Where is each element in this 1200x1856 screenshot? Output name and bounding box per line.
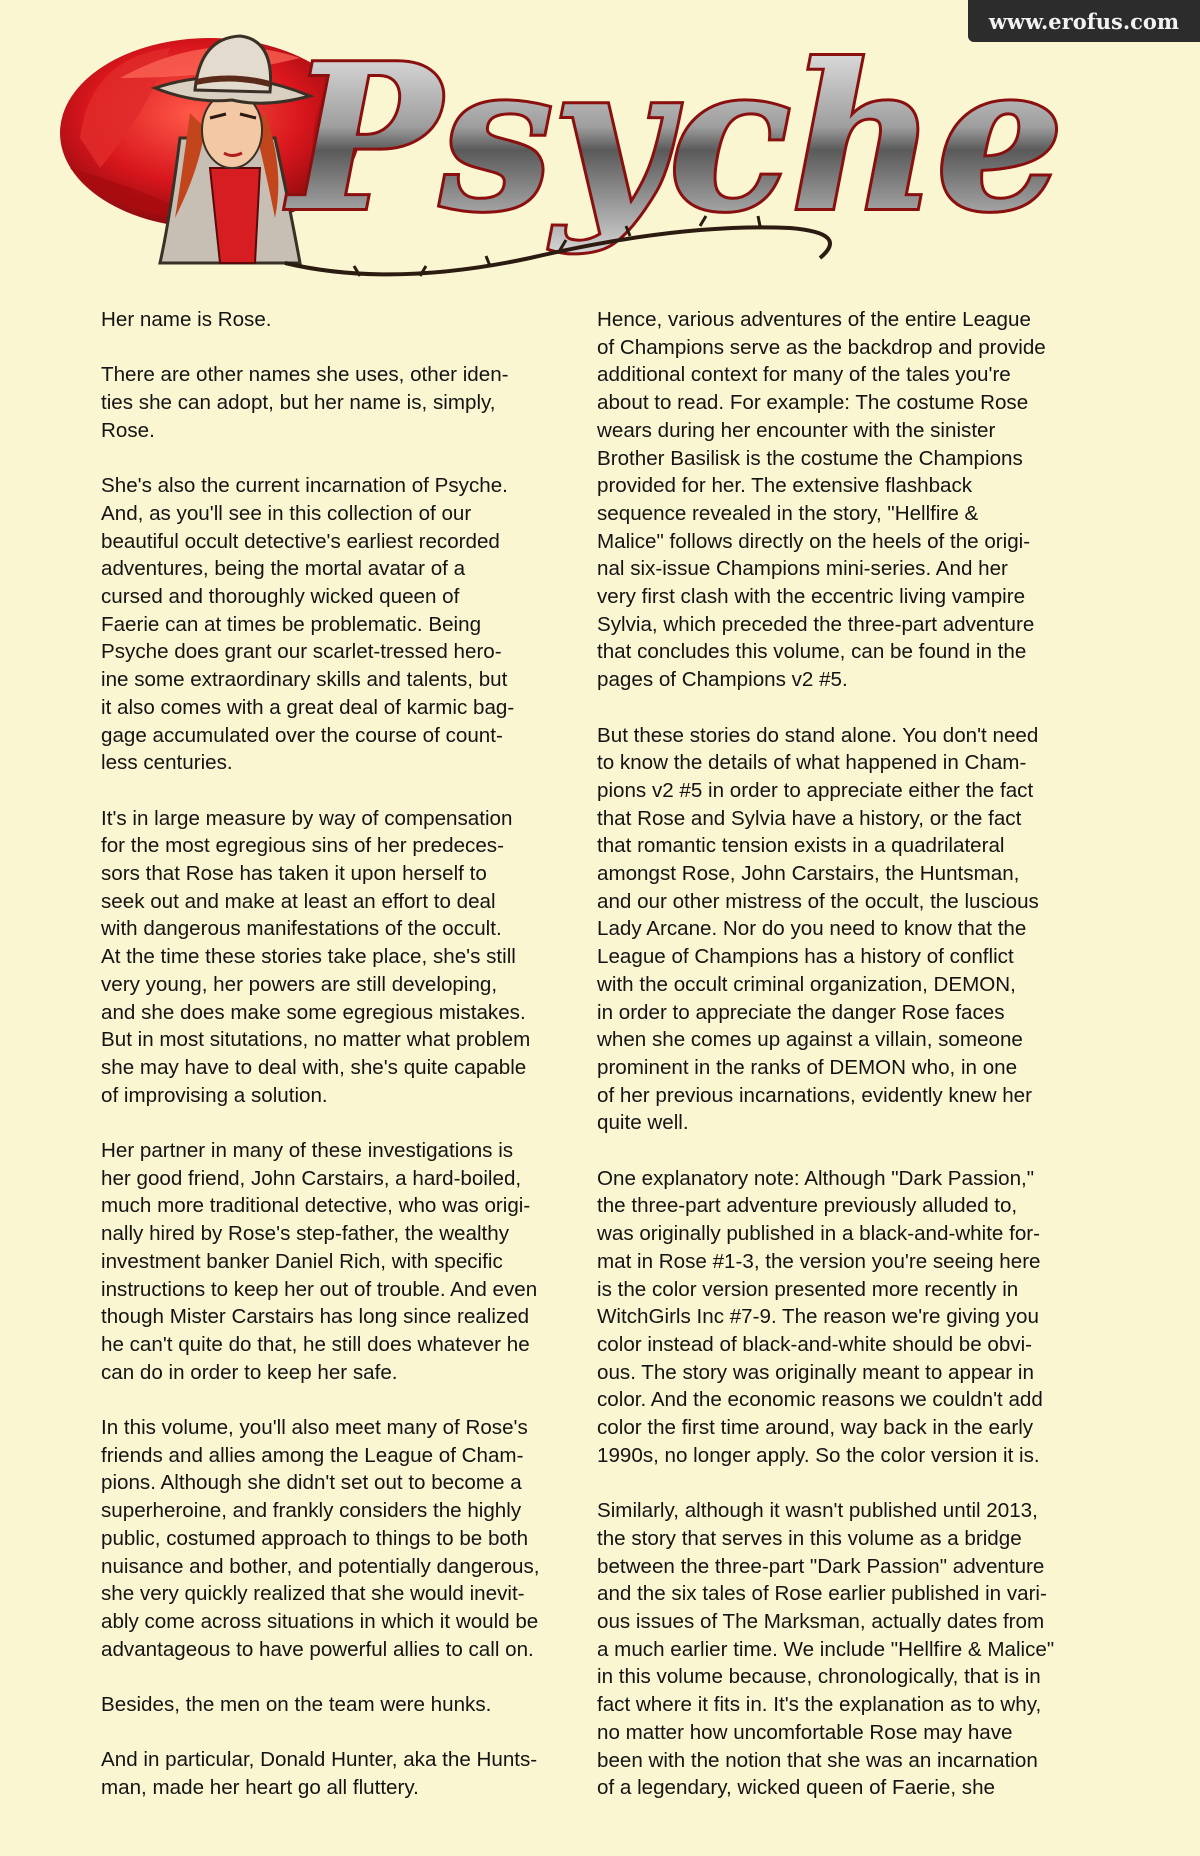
- paragraph: But these stories do stand alone. You don't need to know the details of what happened in Cham- pions v2 #5 in order to appreciate either the fact that Rose and Sylvia have a history, or the fact that romantic tension exists in a quadrilateral amongst Rose, John Carstairs, the Huntsman, and our other mistress of the occult, the luscious Lady Arcane. Nor do you need to know that the League of Champions has a history of conflict with the occult criminal organization, DEMON, in order to appreciate the danger Rose faces when she comes up against a villain, someone prominent in the ranks of DEMON who, in one of her previous incarnations, evidently knew her quite well.: [597, 723, 1039, 1135]
- paragraph: And in particular, Donald Hunter, aka the Hunts- man, made her heart go all fluttery.: [101, 1748, 538, 1800]
- article-column-right: [597, 306, 1095, 1802]
- watermark: www.erofus.com: [968, 0, 1200, 42]
- psyche-title-lettering: [285, 21, 1064, 256]
- paragraph: It's in large measure by way of compensation for the most egregious sins of her predeces- sors that Rose has taken it upon herself to seek out and make at least an effort to deal with dangerous manifestations of the occult. At the time these stories take place, she's still very young, her powers are still developing, and she does make some egregious mistakes. But in most situtations, no matter what problem she may have to deal with, she's quite capable of improvising a solution.: [101, 806, 531, 1107]
- article-column-left: [101, 306, 587, 1802]
- paragraph: Similarly, although it wasn't published until 2013, the story that serves in this volume as a bridge between the three-part "Dark Passion" adventure and the six tales of Rose earlier published in vari- ous issues of The Marksman, actually dates from a much earlier time. We include "Hellfire & Malice" in this volume because, chronologically, that is in fact where it fits in. It's the explanation as to why, no matter how uncomfortable Rose may have been with the notion that she was an incarnation of a legendary, wicked queen of Faerie, she: [597, 1499, 1055, 1800]
- paragraph: In this volume, you'll also meet many of Rose's friends and allies among the League of Cham- pions. Although she didn't set out to become a superheroine, and frankly considers the highly public, costumed approach to things to be both nuisance and bother, and potentially dangerous, she very quickly realized that she would inevit- ably come across situations in which it would be advantageous to have powerful allies to call on.: [101, 1416, 540, 1661]
- logo-illustration: [60, 18, 1064, 318]
- paragraph: One explanatory note: Although "Dark Passion," the three-part adventure previously alluded to, was originally published in a black-and-white for- mat in Rose #1-3, the version you're seeing here is the color version presented more recently in WitchGirls Inc #7-9. The reason we're giving you color instead of black-and-white should be obvi- ous. The story was originally meant to appear in color. And the economic reasons we couldn't add color the first time around, way back in the early 1990s, no longer apply. So the color version it is.: [597, 1166, 1043, 1467]
- paragraph: Hence, various adventures of the entire League of Champions serve as the backdrop and provide additional context for many of the tales you're about to read. For example: The costume Rose wears during her encounter with the sinister Brother Basilisk is the costume the Champions provided for her. The extensive flashback sequence revealed in the story, "Hellfire & Malice" follows directly on the heels of the origi- nal six-issue Champions mini-series. And her very first clash with the eccentric living vampire Sylvia, which preceded the three-part adventure that concludes this volume, can be found in the pages of Champions v2 #5.: [597, 308, 1046, 692]
- paragraph: Her partner in many of these investigations is her good friend, John Carstairs, a hard-boiled, much more traditional detective, who was origi- nally hired by Rose's step-father, the wealthy investment banker Daniel Rich, with specific instructions to keep her out of trouble. And even though Mister Carstairs has long since realized he can't quite do that, he still does whatever he can do in order to keep her safe.: [101, 1139, 538, 1384]
- header-logo: [60, 18, 1064, 318]
- paragraph: There are other names she uses, other iden- ties she can adopt, but her name is, simply, Rose.: [101, 363, 509, 442]
- logo-title-text: Psyche: [290, 21, 1064, 256]
- paragraph: Besides, the men on the team were hunks.: [101, 1693, 492, 1717]
- paragraph: Her name is Rose.: [101, 308, 272, 331]
- paragraph: She's also the current incarnation of Psyche. And, as you'll see in this collection of our beautiful occult detective's earliest recorded adventures, being the mortal avatar of a cursed and thoroughly wicked queen of Faerie can at times be problematic. Being Psyche does grant our scarlet-tressed hero- ine some extraordinary skills and talents, but it also comes with a great deal of karmic bag- gage accumulated over the course of count- less centuries.: [101, 474, 515, 775]
